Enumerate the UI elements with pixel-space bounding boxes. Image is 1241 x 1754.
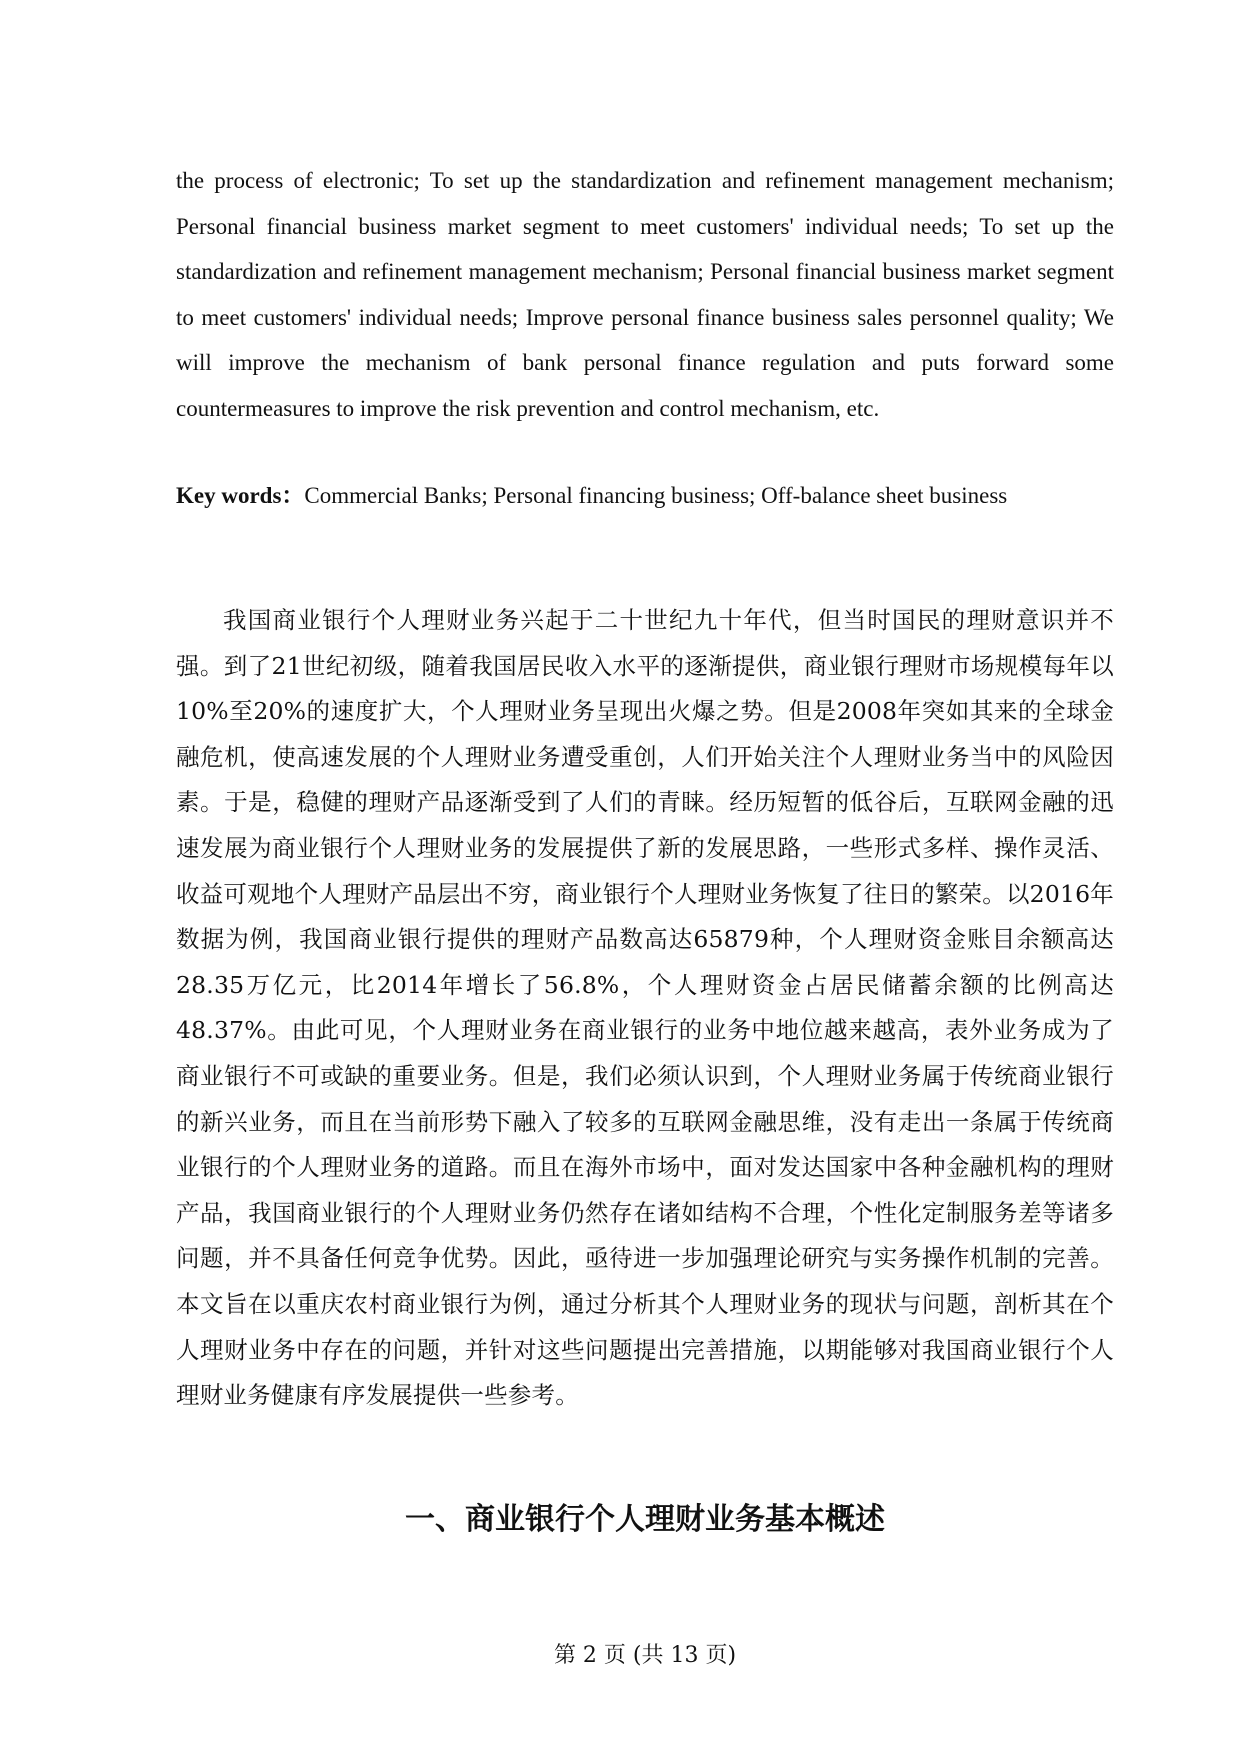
section-heading: 一、商业银行个人理财业务基本概述 xyxy=(405,1502,885,1537)
keywords-text: Commercial Banks; Personal financing business; Off-balance sheet business xyxy=(304,483,1008,508)
page-number-footer: 第 2 页 (共 13 页) xyxy=(553,1643,737,1668)
english-abstract-paragraph: the process of electronic; To set up the standardization and refinement management mechanism; Personal financial business market segment to meet customers' individual needs; To set up the standardization and refinement management mechanism; Personal financial business market segment to meet customers' individual needs; Improve personal finance business sales personnel quality; We will improve the mechanism of bank personal finance regulation and puts forward some countermeasures to improve the risk prevention and control mechanism, etc. xyxy=(176,168,1114,421)
introduction-paragraph: 我国商业银行个人理财业务兴起于二十世纪九十年代，但当时国民的理财意识并不强。到了21世纪初级，随着我国居民收入水平的逐渐提供，商业银行理财市场规模每年以10%至20%的速度扩大，个人理财业务呈现出火爆之势。但是2008年突如其来的全球金融危机，使高速发展的个人理财业务遭受重创，人们开始关注个人理财业务当中的风险因素。于是，稳健的理财产品逐渐受到了人们的青睐。经历短暂的低谷后，互联网金融的迅速发展为商业银行个人理财业务的发展提供了新的发展思路，一些形式多样、操作灵活、收益可观地个人理财产品层出不穷，商业银行个人理财业务恢复了往日的繁荣。以2016年数据为例，我国商业银行提供的理财产品数高达65879种，个人理财资金账目余额高达28.35万亿元，比2014年增长了56.8%，个人理财资金占居民储蓄余额的比例高达48.37%。由此可见，个人理财业务在商业银行的业务中地位越来越高，表外业务成为了商业银行不可或缺的重要业务。但是，我们必须认识到，个人理财业务属于传统商业银行的新兴业务，而且在当前形势下融入了较多的互联网金融思维，没有走出一条属于传统商业银行的个人理财业务的道路。而且在海外市场中，面对发达国家中各种金融机构的理财产品，我国商业银行的个人理财业务仍然存在诸如结构不合理，个性化定制服务差等诸多问题，并不具备任何竞争优势。因此，亟待进一步加强理论研究与实务操作机制的完善。本文旨在以重庆农村商业银行为例，通过分析其个人理财业务的现状与问题，剖析其在个人理财业务中存在的问题，并针对这些问题提出完善措施，以期能够对我国商业银行个人理财业务健康有序发展提供一些参考。 xyxy=(176,606,1114,1410)
keywords-label: Key words： xyxy=(176,483,305,508)
keywords-line xyxy=(176,480,1114,512)
